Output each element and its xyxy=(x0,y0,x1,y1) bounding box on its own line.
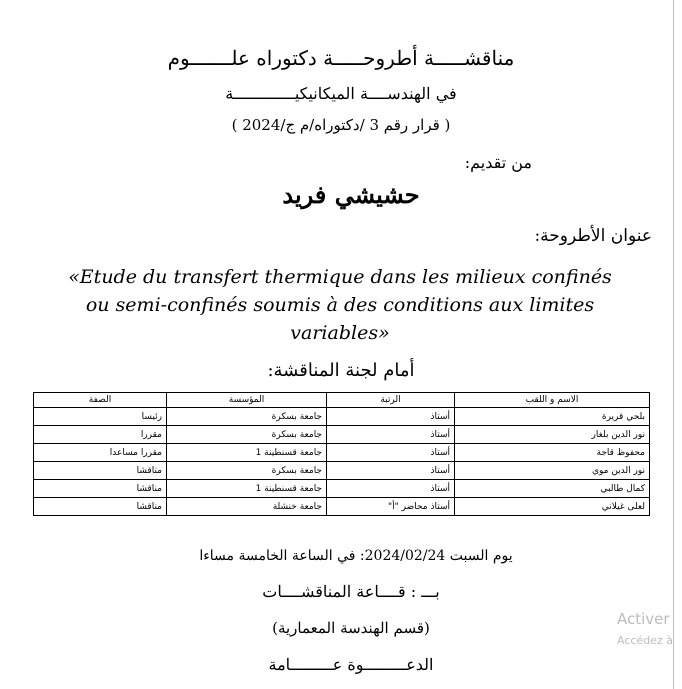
watermark-line-2: Accédez à xyxy=(617,634,673,647)
department-name: (قسم الهندسة المعمارية) xyxy=(272,619,430,637)
member-role: مناقشا xyxy=(34,480,167,498)
header-name: الاسم و اللقب xyxy=(455,393,650,408)
member-name: بلحي قريرة xyxy=(455,408,650,426)
specialty-line: في الهندســــة الميكانيكيـــــــــــــة xyxy=(225,84,457,103)
member-role: مقررا xyxy=(34,426,167,444)
member-role: مناقشا xyxy=(34,498,167,516)
member-institution: جامعة قسنطينة 1 xyxy=(167,480,327,498)
jury-label: أمام لجنة المناقشة: xyxy=(267,360,415,381)
jury-header-row xyxy=(34,393,650,408)
watermark-line-1: Activer xyxy=(617,610,670,628)
member-institution: جامعة قسنطينة 1 xyxy=(167,444,327,462)
author-name: حشيشي فريد xyxy=(282,180,420,209)
jury-table xyxy=(33,392,650,516)
member-role: مناقشا xyxy=(34,462,167,480)
table-row xyxy=(34,408,650,426)
member-rank: أستاذ xyxy=(327,408,455,426)
member-institution: جامعة بسكرة xyxy=(167,408,327,426)
member-role: مقررا مساعدا xyxy=(34,444,167,462)
table-row xyxy=(34,426,650,444)
member-role: رئيسا xyxy=(34,408,167,426)
member-name: نور الدين موي xyxy=(455,462,650,480)
member-rank: أستاذ xyxy=(327,444,455,462)
decision-reference: ( قرار رقم 3 /دكتوراه/م ج/2024 ) xyxy=(231,116,451,134)
member-institution: جامعة خنشلة xyxy=(167,498,327,516)
presented-by-label: من تقديم: xyxy=(464,153,532,172)
member-institution: جامعة بسكرة xyxy=(167,462,327,480)
member-name: كمال طالبي xyxy=(455,480,650,498)
header-institution: المؤسسة xyxy=(167,393,327,408)
member-name: نور الدين بلغار xyxy=(455,426,650,444)
thesis-title-label: عنوان الأطروحة: xyxy=(534,226,652,246)
table-row xyxy=(34,480,650,498)
member-name: محفوظ قاجة xyxy=(455,444,650,462)
member-rank: أستاذ xyxy=(327,426,455,444)
header-rank: الرتبة xyxy=(327,393,455,408)
defense-date-line: يوم السبت 2024/02/24: في الساعة الخامسة مساءا xyxy=(199,548,513,564)
member-rank: أستاذ محاضر "أ" xyxy=(327,498,455,516)
table-row xyxy=(34,444,650,462)
thesis-title: «Etude du transfert thermique dans les milieux confinés ou semi-confinés soumis à des conditions aux limites variables» xyxy=(68,266,612,344)
invitation-line: الدعـــــــــوة عـــــــــامة xyxy=(268,655,434,674)
member-name: لعلى غيلاني xyxy=(455,498,650,516)
member-institution: جامعة بسكرة xyxy=(167,426,327,444)
defense-heading: مناقشـــــة أطروحـــــة دكتوراه علـــــــوم xyxy=(167,46,515,70)
table-row xyxy=(34,498,650,516)
table-row xyxy=(34,462,650,480)
member-rank: أستاذ xyxy=(327,462,455,480)
defense-hall: بـــ : قــــاعة المناقشــــات xyxy=(262,582,440,601)
header-role: الصفة xyxy=(34,393,167,408)
activation-watermark xyxy=(617,610,673,647)
member-rank: أستاذ xyxy=(327,480,455,498)
